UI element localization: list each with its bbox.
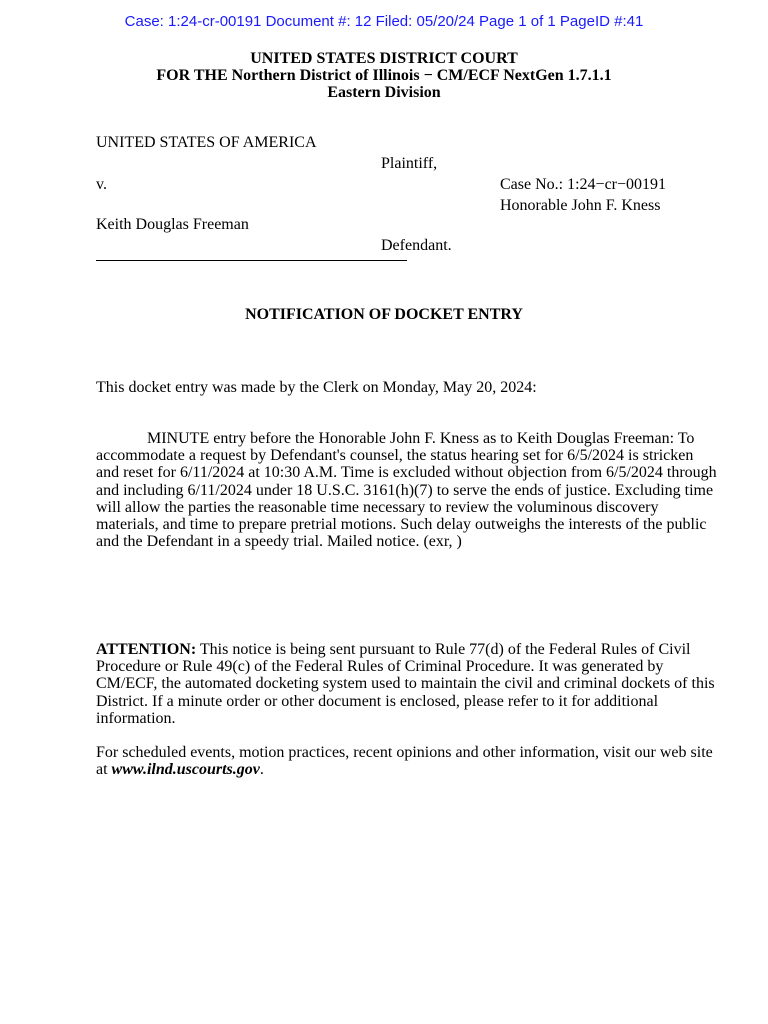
- website-notice-text: For scheduled events, motion practices, recent opinions and other information, visit our web site at: [96, 744, 713, 779]
- plaintiff-role: Plaintiff,: [381, 155, 438, 172]
- website-notice: [96, 744, 718, 778]
- court-heading: [0, 50, 768, 101]
- attention-notice: [96, 641, 718, 727]
- versus-label: v.: [96, 176, 107, 193]
- caption-divider: [96, 260, 407, 261]
- document-title: NOTIFICATION OF DOCKET ENTRY: [245, 306, 523, 323]
- court-division: Eastern Division: [327, 84, 441, 101]
- court-name: UNITED STATES DISTRICT COURT: [250, 50, 518, 67]
- docket-entry-intro: This docket entry was made by the Clerk on Monday, May 20, 2024:: [96, 379, 537, 396]
- case-number: Case No.: 1:24−cr−00191: [500, 176, 667, 193]
- judge-name: Honorable John F. Kness: [500, 197, 661, 214]
- court-district: FOR THE Northern District of Illinois − CM/ECF NextGen 1.7.1.1: [156, 67, 612, 84]
- plaintiff-name: UNITED STATES OF AMERICA: [96, 134, 317, 151]
- court-website-link[interactable]: www.ilnd.uscourts.gov: [111, 761, 260, 779]
- filing-header-stamp: Case: 1:24-cr-00191 Document #: 12 Filed: 05/20/24 Page 1 of 1 PageID #:41: [124, 13, 644, 30]
- attention-label: ATTENTION:: [96, 641, 197, 658]
- website-notice-end: .: [259, 761, 264, 779]
- minute-entry-text: MINUTE entry before the Honorable John F. Kness as to Keith Douglas Freeman: To accommodate a request by Defendant's counsel, the status hearing set for 6/5/2024 is stricken and reset for 6/11/2024 at 10:30 A.M. Time is excluded without objection from 6/5/2024 through and including 6/11/2024 under 18 U.S.C. 3161(h)(7) to serve the ends of justice. Excluding time will allow the parties the reasonable time necessary to review the voluminous discovery materials, and time to prepare pretrial motions. Such delay outweighs the interests of the public and the Defendant in a speedy trial. Mailed notice. (exr, ): [96, 430, 717, 551]
- defendant-name: Keith Douglas Freeman: [96, 216, 249, 233]
- defendant-role: Defendant.: [381, 237, 452, 254]
- attention-text: This notice is being sent pursuant to Rule 77(d) of the Federal Rules of Civil Procedure or Rule 49(c) of the Federal Rules of Criminal Procedure. It was generated by CM/ECF, the automated docketing system used to maintain the civil and criminal dockets of this District. If a minute order or other document is enclosed, please refer to it for additional information.: [96, 641, 715, 727]
